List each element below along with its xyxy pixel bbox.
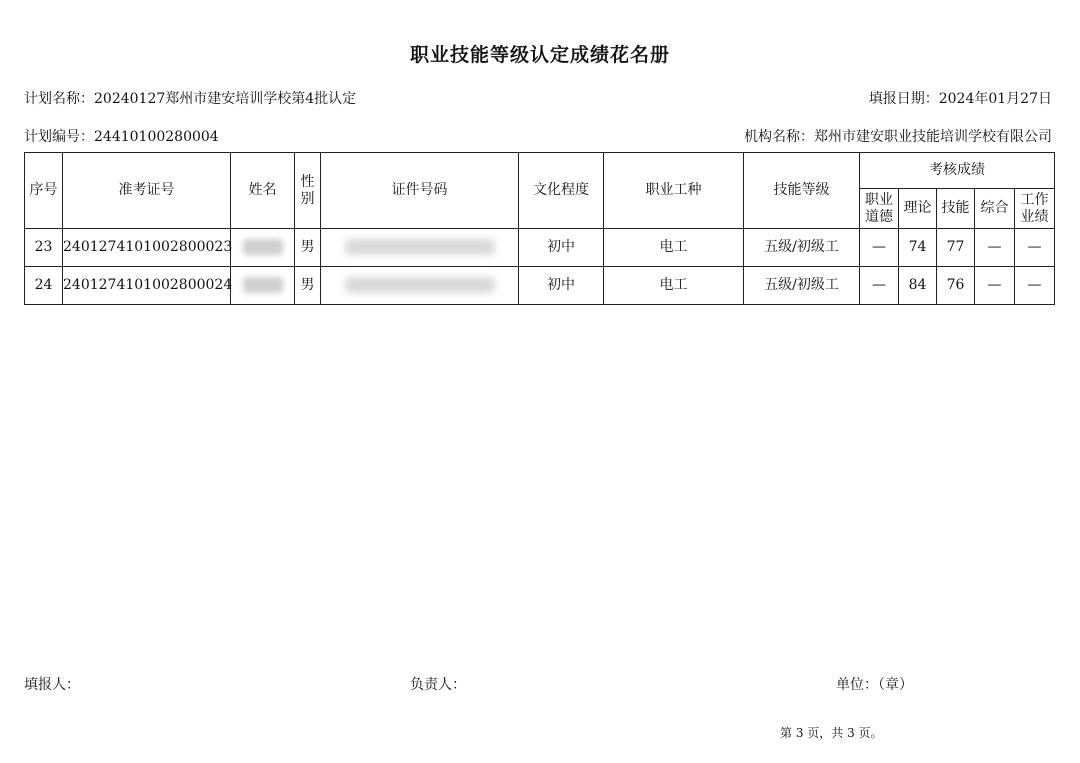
cell-skill-level: 五级/初级工 [744,267,860,305]
cell-comprehensive: — [975,229,1015,267]
header-ethics-line2: 道德 [865,208,893,225]
organization-name: 机构名称：郑州市建安职业技能培训学校有限公司 [744,129,1052,145]
header-id-no: 证件号码 [321,153,519,229]
header-skill: 技能 [937,189,975,229]
header-work-line2: 业绩 [1020,208,1049,225]
cell-work: — [1015,267,1055,305]
header-gender-line1: 性 [300,173,315,190]
cell-seq: 23 [25,229,63,267]
footer-filler-label: 填报人： [24,677,80,693]
cell-name-redacted [231,229,295,267]
cell-exam-no: 2401274101002800024 [63,267,231,305]
table-row [25,229,1055,267]
header-education: 文化程度 [519,153,604,229]
cell-skill-level: 五级/初级工 [744,229,860,267]
cell-occupation: 电工 [604,229,744,267]
redacted-id-blur [345,239,495,255]
footer-responsible-label: 负责人： [410,677,466,693]
cell-education: 初中 [519,267,604,305]
cell-id-redacted [321,229,519,267]
cell-gender: 男 [295,267,321,305]
header-name: 姓名 [231,153,295,229]
cell-education: 初中 [519,229,604,267]
document-title: 职业技能等级认定成绩花名册 [409,44,670,66]
header-work [1015,189,1055,229]
cell-gender: 男 [295,229,321,267]
table-body [25,229,1055,305]
fill-date: 填报日期：2024年01月27日 [868,91,1052,107]
header-occupation: 职业工种 [604,153,744,229]
cell-id-redacted [321,267,519,305]
header-theory: 理论 [899,189,937,229]
redacted-name-blur [243,277,283,293]
table-row [25,267,1055,305]
header-exam-no: 准考证号 [63,153,231,229]
cell-occupation: 电工 [604,267,744,305]
plan-number: 计划编号：24410100280004 [24,129,219,145]
cell-seq: 24 [25,267,63,305]
cell-ethics: — [860,267,899,305]
score-roster-table [24,152,1055,305]
cell-skill: 77 [937,229,975,267]
cell-name-redacted [231,267,295,305]
header-gender [295,153,321,229]
header-ethics-line1: 职业 [865,191,893,208]
cell-theory: 74 [899,229,937,267]
cell-theory: 84 [899,267,937,305]
cell-work: — [1015,229,1055,267]
page-number: 第 3 页，共 3 页。 [780,726,883,740]
header-seq: 序号 [25,153,63,229]
header-comprehensive: 综合 [975,189,1015,229]
header-work-line1: 工作 [1020,191,1049,208]
redacted-name-blur [243,239,283,255]
header-gender-line2: 别 [300,190,315,207]
cell-comprehensive: — [975,267,1015,305]
cell-exam-no: 2401274101002800023 [63,229,231,267]
table-header [25,153,1055,229]
plan-name: 计划名称：20240127郑州市建安培训学校第4批认定 [24,91,357,107]
header-skill-level: 技能等级 [744,153,860,229]
redacted-id-blur [345,277,495,293]
header-scores-group: 考核成绩 [860,153,1055,189]
footer-unit-seal-label: 单位：（章） [836,677,913,693]
cell-ethics: — [860,229,899,267]
header-ethics [860,189,899,229]
cell-skill: 76 [937,267,975,305]
